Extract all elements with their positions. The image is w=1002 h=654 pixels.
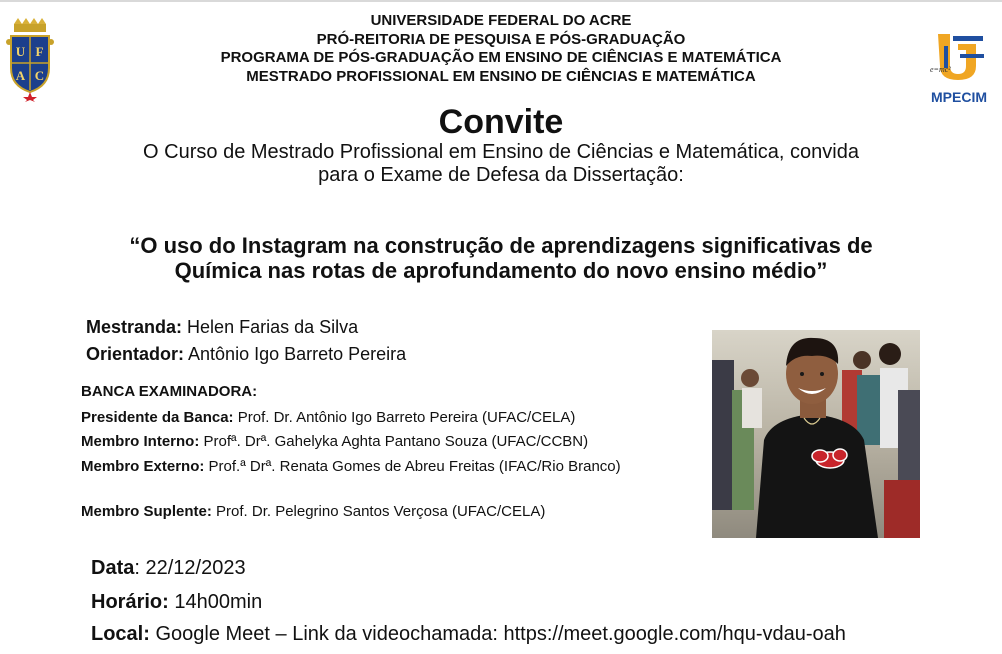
intro-line-1: O Curso de Mestrado Profissional em Ensino de Ciências e Matemática, convida xyxy=(143,141,859,163)
thesis-title-line-2: Química nas rotas de aprofundamento do novo ensino médio” xyxy=(174,258,828,283)
date-row xyxy=(91,556,246,580)
advisor-label: Orientador: xyxy=(86,344,185,364)
svg-text:C: C xyxy=(34,68,45,83)
intro-text xyxy=(0,141,1002,187)
thesis-title xyxy=(0,233,1002,283)
time-label: Horário: xyxy=(91,591,169,613)
svg-text:U: U xyxy=(15,44,26,59)
member-name: Prof. Dr. Antônio Igo Barreto Pereira (UFAC/CELA) xyxy=(237,409,576,426)
advisor-name: Antônio Igo Barreto Pereira xyxy=(188,344,407,364)
member-role: Membro Suplente: xyxy=(81,503,212,520)
committee-member xyxy=(81,501,661,522)
emc2-text: e=mc² xyxy=(930,65,951,74)
masters-name: MESTRADO PROFISSIONAL EM ENSINO DE CIÊNCIAS E MATEMÁTICA xyxy=(246,68,756,85)
place-label: Local: xyxy=(91,623,150,645)
date-label: Data xyxy=(91,557,135,579)
university-name: UNIVERSIDADE FEDERAL DO ACRE xyxy=(370,12,632,29)
committee-member xyxy=(81,431,661,452)
top-rule xyxy=(0,0,1002,2)
student-row xyxy=(86,316,358,338)
place-row xyxy=(91,622,846,646)
date-value: : 22/12/2023 xyxy=(134,557,246,579)
svg-text:F: F xyxy=(35,44,44,59)
intro-line-2: para o Exame de Defesa da Dissertação: xyxy=(318,164,684,186)
time-value: 14h00min xyxy=(174,591,263,613)
student-name: Helen Farias da Silva xyxy=(187,317,359,337)
thesis-title-line-1: “O uso do Instagram na construção de aprendizagens significativas de xyxy=(129,233,873,258)
member-name: Profª. Drª. Gahelyka Aghta Pantano Souza (UFAC/CCBN) xyxy=(203,433,589,450)
committee-heading: BANCA EXAMINADORA: xyxy=(81,383,258,400)
place-value: Google Meet – Link da videochamada: https://meet.google.com/hqu-vdau-oah xyxy=(155,623,846,645)
program-name: PROGRAMA DE PÓS-GRADUAÇÃO EM ENSINO DE CIÊNCIAS E MATEMÁTICA xyxy=(220,49,782,66)
pro-rectory-name: PRÓ-REITORIA DE PESQUISA E PÓS-GRADUAÇÃO xyxy=(316,31,686,48)
svg-text:A: A xyxy=(15,68,26,83)
mpecim-logo xyxy=(928,32,988,80)
student-label: Mestranda: xyxy=(86,317,183,337)
member-role: Presidente da Banca: xyxy=(81,409,234,426)
member-role: Membro Externo: xyxy=(81,458,205,475)
candidate-photo xyxy=(712,330,920,538)
committee-member xyxy=(81,407,661,428)
member-name: Prof.ª Drª. Renata Gomes de Abreu Freitas (IFAC/Rio Branco) xyxy=(208,458,621,475)
invitation-title: Convite xyxy=(438,103,564,141)
member-role: Membro Interno: xyxy=(81,433,200,450)
advisor-row xyxy=(86,343,406,365)
committee-member xyxy=(81,456,661,477)
member-name: Prof. Dr. Pelegrino Santos Verçosa (UFAC/CELA) xyxy=(216,503,546,520)
mpecim-label: MPECIM xyxy=(931,89,987,105)
time-row xyxy=(91,590,262,614)
